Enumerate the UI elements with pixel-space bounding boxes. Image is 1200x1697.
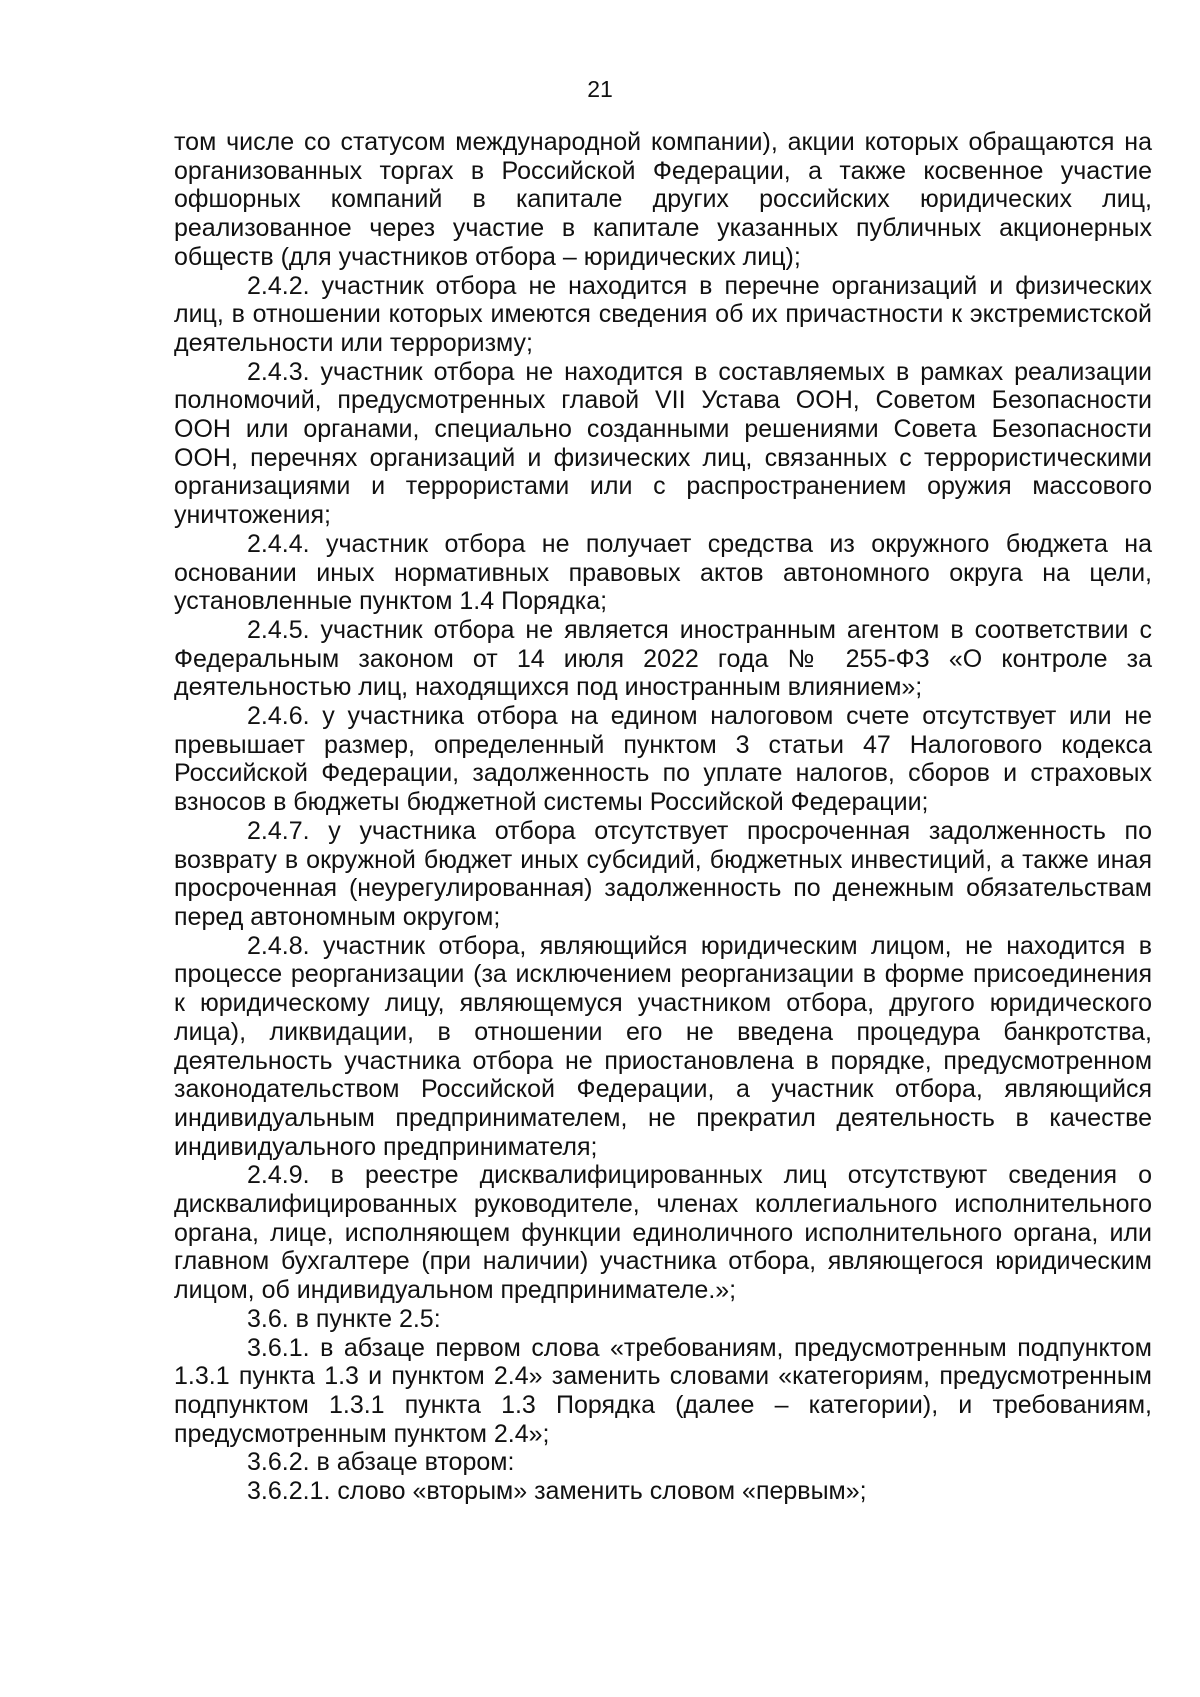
paragraph-2-4-9: 2.4.9. в реестре дисквалифицированных лиц отсутствуют сведения о дисквалифицированных руководителе, членах коллегиального исполнительного органа, лице, исполняющем функции единоличного исполнительного органа, или главном бухгалтере (при наличии) участника отбора, являющегося юридическим лицом, об индивидуальном предпринимателе.»;: [174, 1161, 1152, 1305]
paragraph-3-6: 3.6. в пункте 2.5:: [247, 1304, 441, 1333]
paragraph-3-6-2-1: 3.6.2.1. слово «вторым» заменить словом «первым»;: [247, 1477, 867, 1506]
paragraph-2-4-7: 2.4.7. у участника отбора отсутствует просроченная задолженность по возврату в окружной бюджет иных субсидий, бюджетных инвестиций, а также иная просроченная (неурегулированная) задолженность по денежным обязательствам перед автономным округом;: [174, 816, 1152, 931]
paragraph-2-4-3: 2.4.3. участник отбора не находится в составляемых в рамках реализации полномочий, предусмотренных главой VII Устава ООН, Советом Безопасности ООН или органами, специально созданными решениями Совета Безопасности ООН, перечнях организаций и физических лиц, связанных с террористическими организациями и террористами или с распространением оружия массового уничтожения;: [174, 357, 1152, 530]
document-body: [174, 128, 1152, 1506]
paragraph-3-6-1: 3.6.1. в абзаце первом слова «требованиям, предусмотренным подпунктом 1.3.1 пункта 1.3 и пунктом 2.4» заменить словами «категориям, предусмотренным подпунктом 1.3.1 пункта 1.3 Порядка (далее – категории), и требованиям, предусмотренным пунктом 2.4»;: [174, 1333, 1152, 1448]
paragraph-2-4-5: 2.4.5. участник отбора не является иностранным агентом в соответствии с Федеральным законом от 14 июля 2022 года № 255-ФЗ «О контроле за деятельностью лиц, находящихся под иностранным влиянием»;: [174, 615, 1152, 702]
paragraph-2-4-6: 2.4.6. у участника отбора на едином налоговом счете отсутствует или не превышает размер, определенный пунктом 3 статьи 47 Налогового кодекса Российской Федерации, задолженность по уплате налогов, сборов и страховых взносов в бюджеты бюджетной системы Российской Федерации;: [174, 702, 1152, 817]
paragraph-2-4-2: 2.4.2. участник отбора не находится в перечне организаций и физических лиц, в отношении которых имеются сведения об их причастности к экстремистской деятельности или терроризму;: [174, 271, 1152, 357]
paragraph-2-4-4: 2.4.4. участник отбора не получает средства из окружного бюджета на основании иных нормативных правовых актов автономного округа на цели, установленные пунктом 1.4 Порядка;: [174, 529, 1152, 616]
paragraph-3-6-2: 3.6.2. в абзаце втором:: [247, 1448, 515, 1477]
paragraph-continuation: том числе со статусом международной компании), акции которых обращаются на организованных торгах в Российской Федерации, а также косвенное участие офшорных компаний в капитале других российских юридических лиц, реализованное через участие в капитале указанных публичных акционерных обществ (для участников отбора – юридических лиц);: [174, 128, 1152, 271]
page-number: 21: [587, 76, 613, 102]
paragraph-2-4-8: 2.4.8. участник отбора, являющийся юридическим лицом, не находится в процессе реорганизации (за исключением реорганизации в форме присоединения к юридическому лицу, являющемуся участником отбора, другого юридического лица), ликвидации, в отношении его не введена процедура банкротства, деятельность участника отбора не приостановлена в порядке, предусмотренном законодательством Российской Федерации, а участник отбора, являющийся индивидуальным предпринимателем, не прекратил деятельность в качестве индивидуального предпринимателя;: [174, 931, 1152, 1161]
